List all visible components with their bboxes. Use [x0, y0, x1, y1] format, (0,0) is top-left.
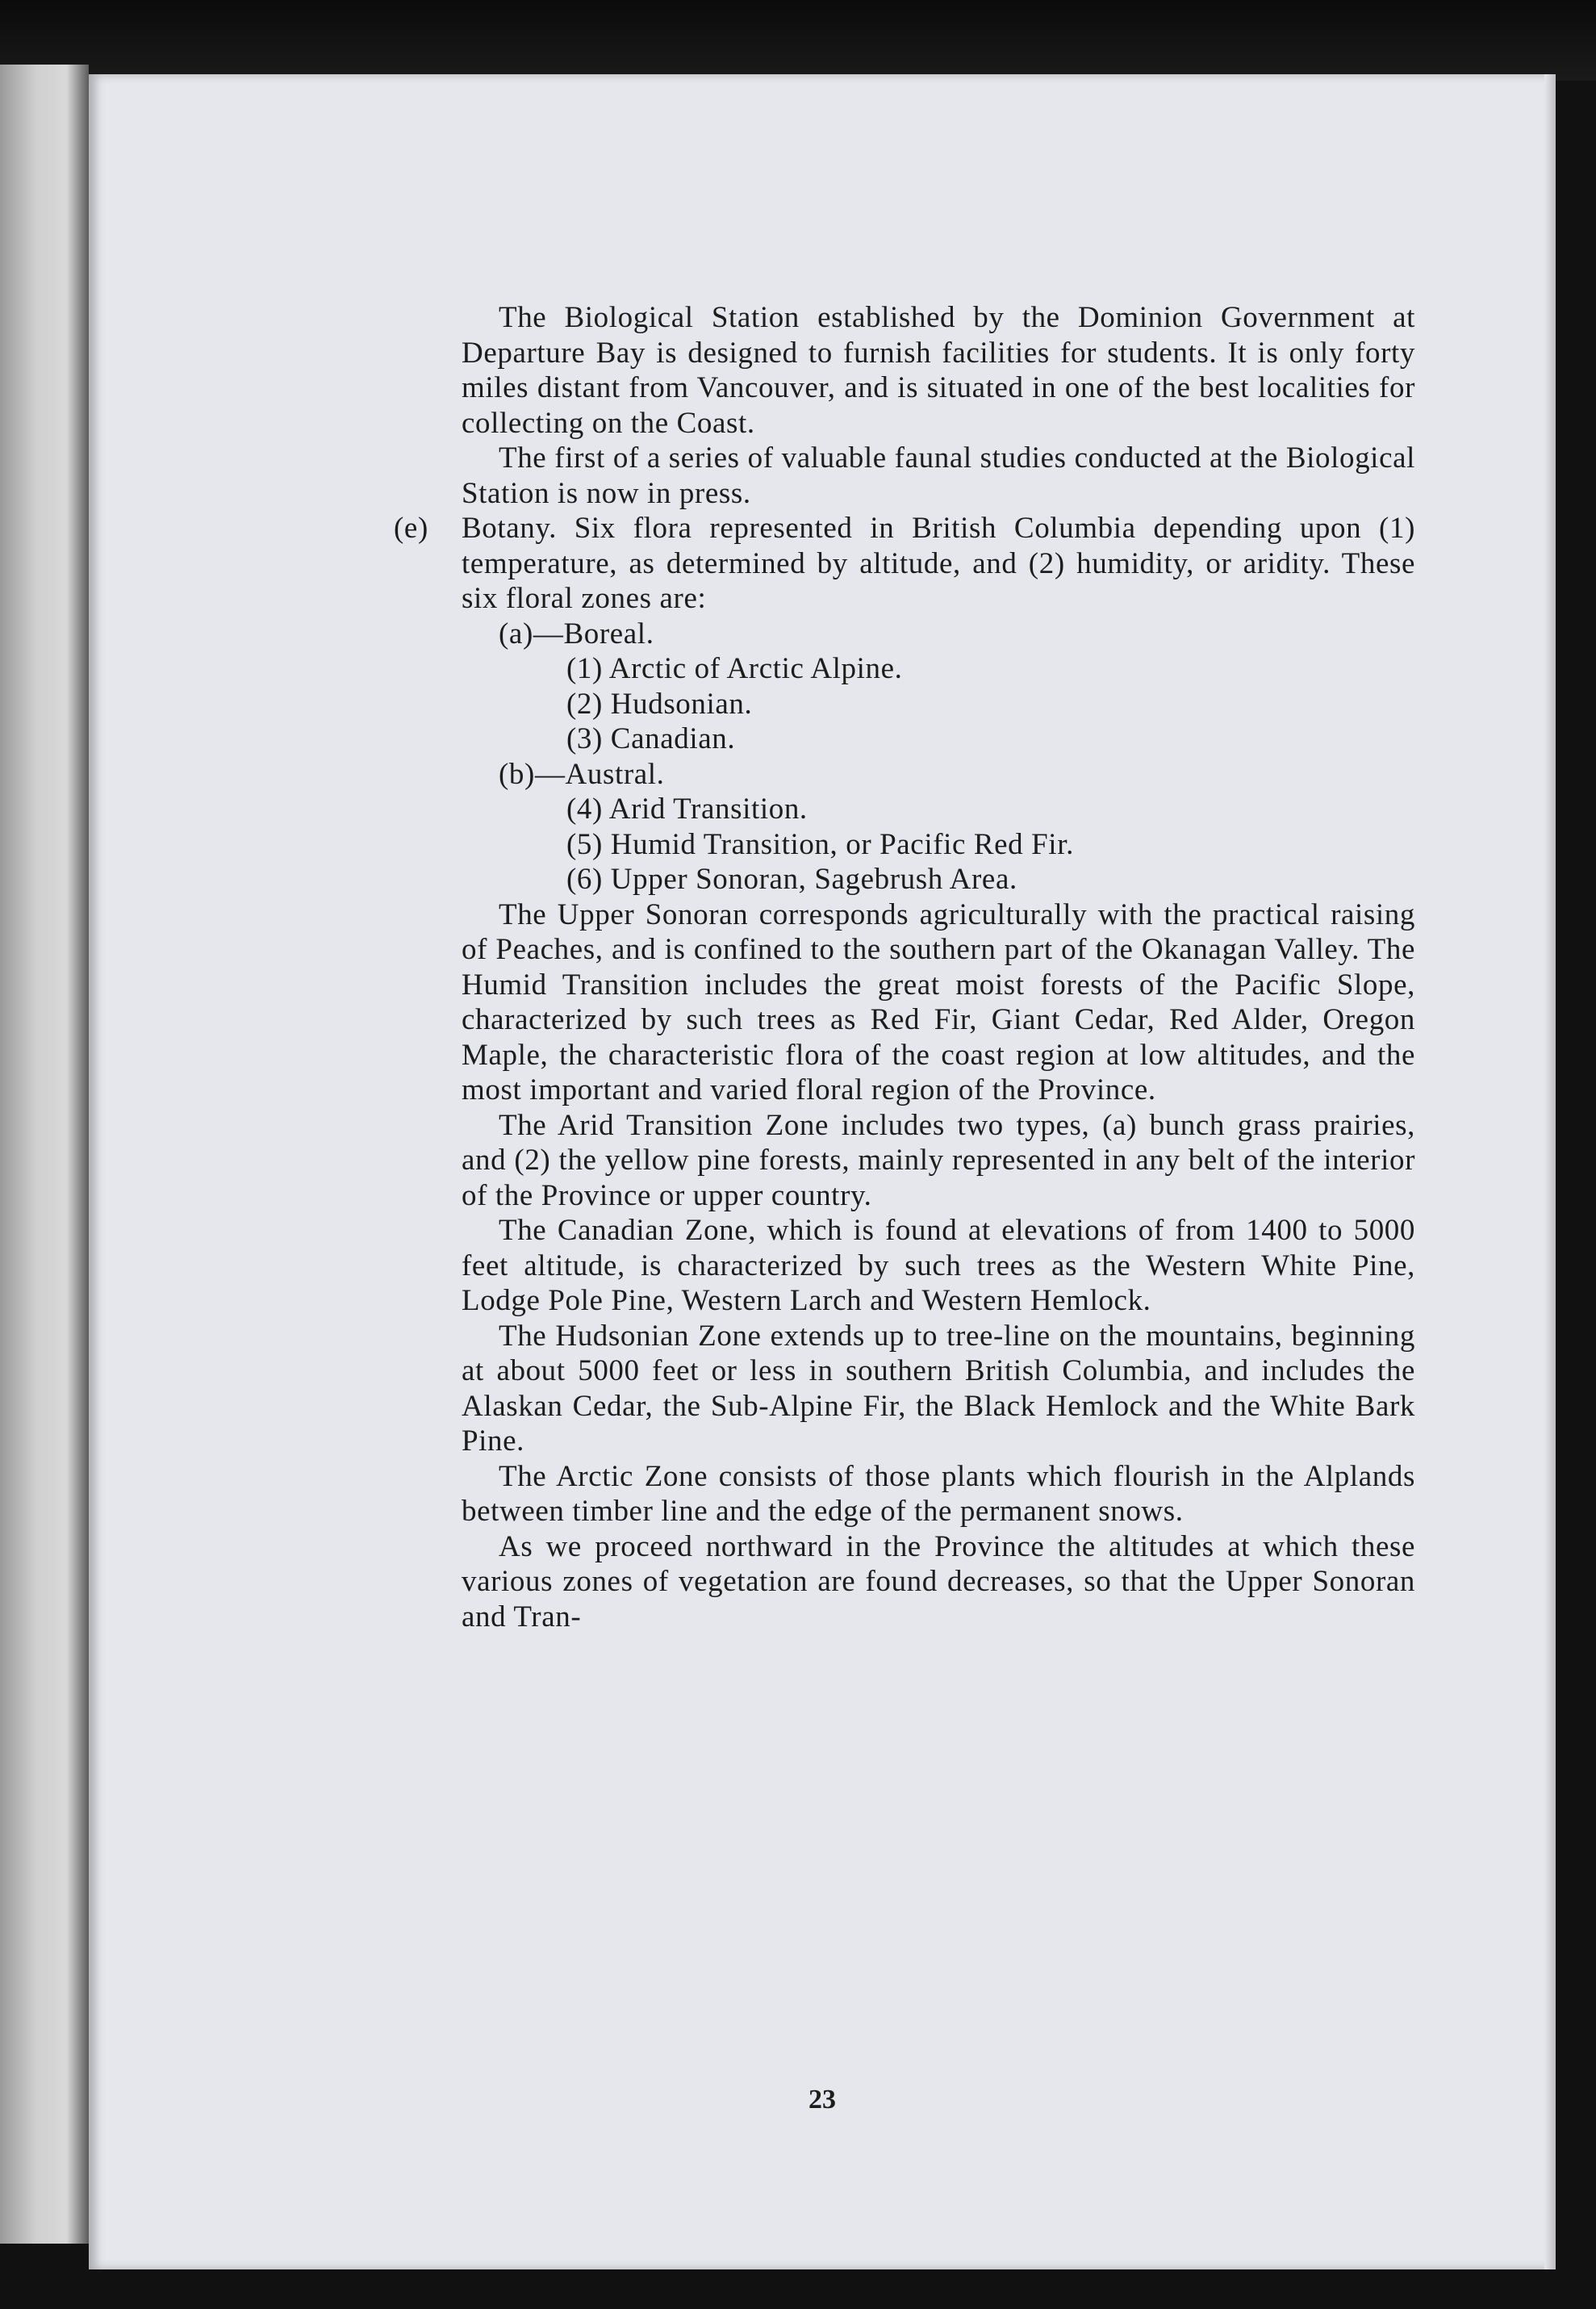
zone-item: (6) Upper Sonoran, Sagebrush Area. — [566, 863, 1017, 896]
paragraph-canadian-zone: The Canadian Zone, which is found at elevations of from 1400 to 5000 feet altitude, is characterized by such trees as the Western White Pine, Lodge Pole Pine, Western Larch and Western Hemlock. — [462, 1214, 1415, 1317]
paragraph-arid-transition: The Arid Transition Zone includes two types, (a) bunch grass prairies, and (2) the yellow pine forests, mainly represented in any belt of the interior of the Province or upper country. — [462, 1108, 1415, 1212]
paragraph-arctic-zone: The Arctic Zone consists of those plants which flourish in the Alplands between timber line and the edge of the permanent snows. — [462, 1459, 1415, 1528]
zone-item: (4) Arid Transition. — [566, 793, 808, 826]
facing-page-edge — [0, 65, 89, 2244]
botany-text: Botany. Six flora represented in British Columbia depending upon (1) temperature, as determined by altitude, and (2) humidity, or aridity. These six floral zones are: — [462, 512, 1415, 615]
zone-item: (1) Arctic of Arctic Alpine. — [566, 652, 903, 685]
body-text — [394, 300, 1415, 1634]
page-number: 23 — [808, 2085, 836, 2114]
scan-background — [0, 0, 1596, 81]
paragraph-faunal-studies: The first of a series of valuable faunal studies conducted at the Biological Station is now in press. — [462, 441, 1415, 510]
botany-label: (e) — [394, 512, 428, 545]
zone-item: (3) Canadian. — [566, 722, 736, 755]
page-edge-shadow — [1544, 74, 1556, 2269]
zone-item: (5) Humid Transition, or Pacific Red Fir. — [566, 827, 1074, 861]
paragraph-upper-sonoran: The Upper Sonoran corresponds agriculturally with the practical raising of Peaches, and is confined to the southern part of the Okanagan Valley. The Humid Transition includes the great moist forests of the Pacific Slope, characterized by such trees as Red Fir, Giant Cedar, Red Alder, Oregon Maple, the characteristic flora of the coast region at low altitudes, and the most important and varied floral region of the Province. — [462, 897, 1415, 1106]
botany-section — [394, 511, 1415, 617]
zone-heading-boreal: (a)—Boreal. — [499, 617, 654, 650]
paragraph-biological-station: The Biological Station established by the Dominion Government at Departure Bay is designed to furnish facilities for students. It is only forty miles distant from Vancouver, and is situated in one of the best localities for collecting on the Coast. — [462, 301, 1415, 440]
book-page — [89, 74, 1556, 2269]
paragraph-northward: As we proceed northward in the Province the altitudes at which these various zones of vegetation are found decreases, so that the Upper Sonoran and Tran- — [462, 1529, 1415, 1633]
zone-heading-austral: (b)—Austral. — [499, 757, 665, 791]
zone-item: (2) Hudsonian. — [566, 687, 753, 721]
paragraph-hudsonian-zone: The Hudsonian Zone extends up to tree-line on the mountains, beginning at about 5000 feet or less in southern British Columbia, and includes the Alaskan Cedar, the Sub-Alpine Fir, the Black Hemlock and the White Bark Pine. — [462, 1319, 1415, 1458]
